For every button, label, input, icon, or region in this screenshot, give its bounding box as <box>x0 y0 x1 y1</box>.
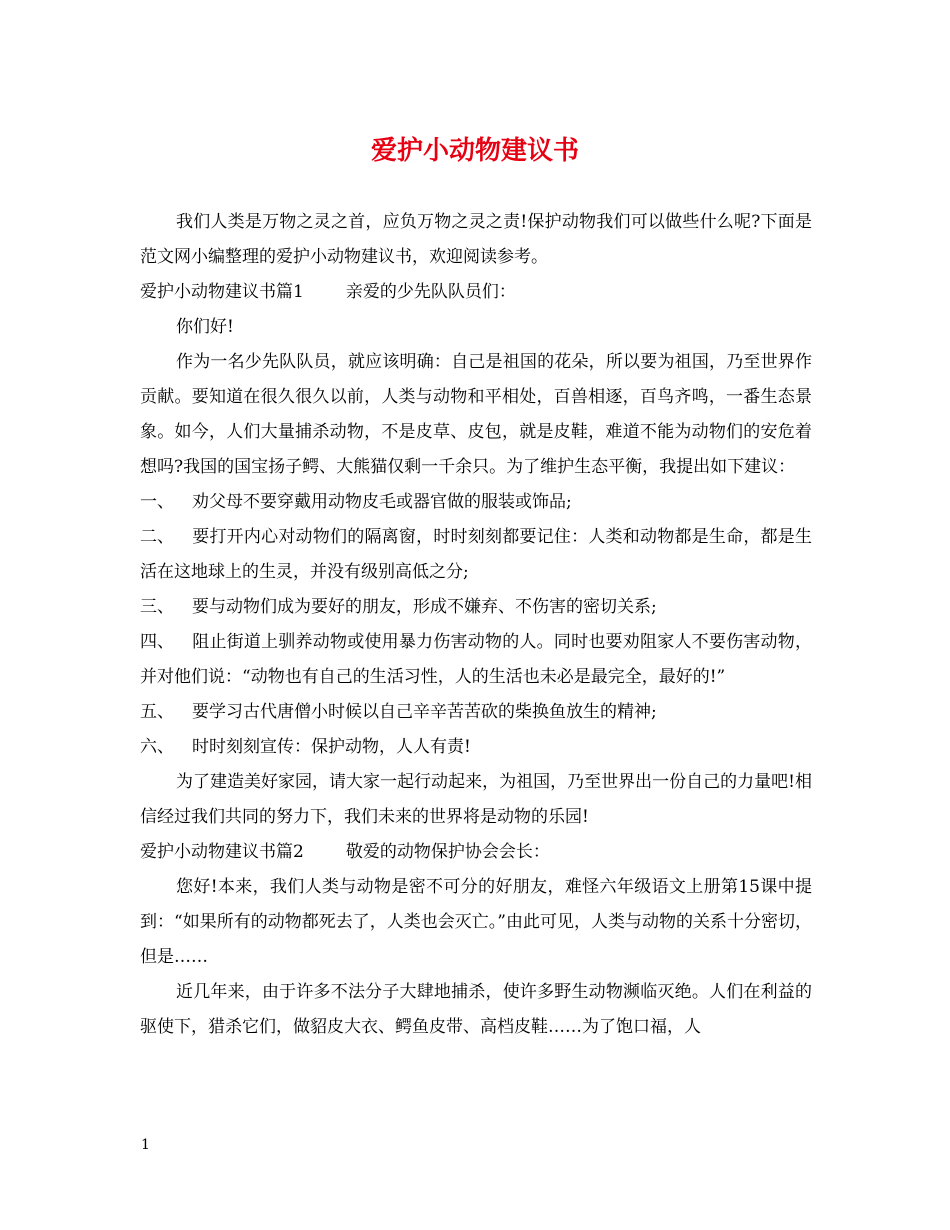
section-2-heading-line <box>140 835 812 870</box>
suggestion-item <box>140 695 812 730</box>
document-title: 爱护小动物建议书 <box>370 136 579 166</box>
document-body <box>140 205 812 1045</box>
item-number: 五、 <box>140 702 174 722</box>
suggestion-item <box>140 625 812 695</box>
intro-paragraph: 我们人类是万物之灵之首，应负万物之灵之责!保护动物我们可以做些什么呢?下面是范文网小编整理的爱护小动物建议书，欢迎阅读参考。 <box>140 212 812 267</box>
section-1-heading-line <box>140 275 812 310</box>
section-1-closing: 为了建造美好家园，请大家一起行动起来，为祖国，乃至世界出一份自己的力量吧!相信经过我们共同的努力下，我们未来的世界将是动物的乐园! <box>140 772 812 827</box>
item-number: 二、 <box>140 527 174 547</box>
section-2-paragraph-1: 您好!本来，我们人类与动物是密不可分的好朋友，难怪六年级语文上册第15课中提到：“如果所有的动物都死去了，人类也会灭亡。”由此可见，人类与动物的关系十分密切，但是…… <box>140 877 812 967</box>
page-number: 1 <box>141 1137 150 1153</box>
section-1-heading: 爱护小动物建议书篇1 <box>140 282 304 302</box>
suggestion-item <box>140 485 812 520</box>
item-text: 劝父母不要穿戴用动物皮毛或器官做的服装或饰品; <box>192 492 572 512</box>
section-2-heading: 爱护小动物建议书篇2 <box>140 842 304 862</box>
item-text: 阻止街道上驯养动物或使用暴力伤害动物的人。同时也要劝阻家人不要伤害动物，并对他们说：“动物也有自己的生活习性，人的生活也未必是最完全，最好的!” <box>140 632 812 687</box>
item-text: 要学习古代唐僧小时候以自己辛辛苦苦砍的柴换鱼放生的精神; <box>192 702 657 722</box>
section-2-paragraph-2: 近几年来，由于许多不法分子大肆地捕杀，使许多野生动物濒临灭绝。人们在利益的驱使下，猎杀它们，做貂皮大衣、鳄鱼皮带、高档皮鞋……为了饱口福，人 <box>140 982 812 1037</box>
item-text: 时时刻刻宣传：保护动物，人人有责! <box>192 737 471 757</box>
suggestion-item <box>140 730 812 765</box>
section-1-paragraph: 作为一名少先队队员，就应该明确：自己是祖国的花朵，所以要为祖国，乃至世界作贡献。要知道在很久很久以前，人类与动物和平相处，百兽相逐，百鸟齐鸣，一番生态景象。如今，人们大量捕杀动物，不是皮草、皮包，就是皮鞋，难道不能为动物们的安危着想吗?我国的国宝扬子鳄、大熊猫仅剩一千余只。为了维护生态平衡，我提出如下建议： <box>140 352 812 477</box>
suggestion-item <box>140 590 812 625</box>
item-number: 四、 <box>140 632 174 652</box>
suggestion-item <box>140 520 812 590</box>
item-number: 一、 <box>140 492 174 512</box>
item-text: 要打开内心对动物们的隔离窗，时时刻刻都要记住：人类和动物都是生命，都是生活在这地球上的生灵，并没有级别高低之分; <box>140 527 812 582</box>
item-number: 六、 <box>140 737 174 757</box>
section-2-salutation: 敬爱的动物保护协会会长： <box>345 842 550 862</box>
section-1-salutation: 亲爱的少先队队员们： <box>345 282 516 302</box>
item-text: 要与动物们成为要好的朋友，形成不嫌弃、不伤害的密切关系; <box>192 597 657 617</box>
item-number: 三、 <box>140 597 174 617</box>
section-1-greeting: 你们好! <box>176 317 234 337</box>
